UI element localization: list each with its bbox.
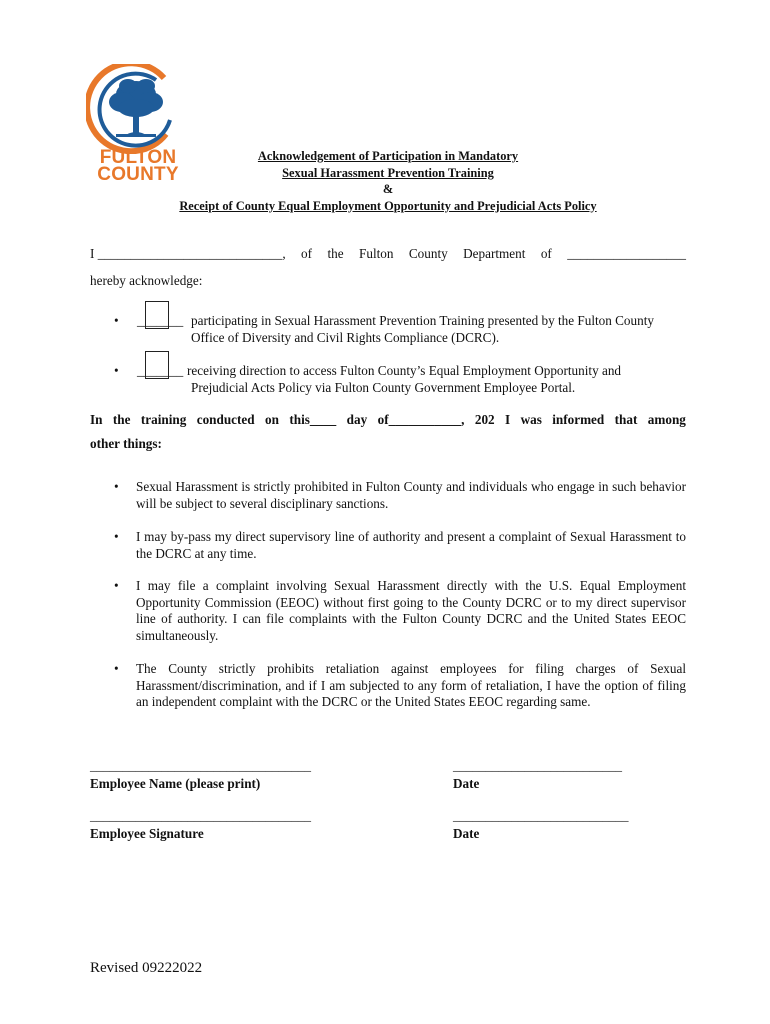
intro-word: Department xyxy=(463,246,526,261)
bullet-icon: • xyxy=(114,363,119,378)
list-item xyxy=(114,529,686,562)
title-line-1: Acknowledgement of Participation in Mandatory xyxy=(257,149,519,163)
checkbox-text-line-1: participating in Sexual Harassment Prevention Training presented by the Fulton County xyxy=(191,313,654,328)
training-word: on xyxy=(265,412,279,427)
date-field-1[interactable]: __________________________ xyxy=(453,758,622,773)
training-word: training xyxy=(140,412,187,427)
training-word: that xyxy=(614,412,638,427)
training-word: In xyxy=(90,412,103,427)
training-checkbox[interactable] xyxy=(145,301,169,329)
intro-word: of xyxy=(301,246,313,261)
acknowledge-text: hereby acknowledge: xyxy=(90,273,203,288)
logo-line-1: FULTON xyxy=(99,147,177,168)
bullet-icon: • xyxy=(114,578,119,593)
name-blank: I ____________________________, xyxy=(90,246,286,261)
intro-word: Fulton xyxy=(359,246,394,261)
list-item-text: The County strictly prohibits retaliation against employees for filing charges of Sexual Harassment/discrimination, and if I am subjected to any form of retaliation, I have the option of filing an independent complaint with the DCRC or the United States EEOC regarding same. xyxy=(136,661,686,709)
training-word: I xyxy=(505,412,511,427)
list-item xyxy=(114,578,686,644)
department-blank: __________________ xyxy=(567,246,686,261)
tree-seal-icon xyxy=(86,64,186,154)
intro-word: County xyxy=(408,246,448,261)
date-field-2[interactable]: ___________________________ xyxy=(453,808,629,823)
training-word: conducted xyxy=(196,412,255,427)
checkbox-blank: _______ xyxy=(137,313,184,328)
bullet-icon: • xyxy=(114,529,119,544)
policy-checkbox[interactable] xyxy=(145,351,169,379)
day-blank: this____ xyxy=(289,412,337,427)
training-word: the xyxy=(112,412,131,427)
revision-note: Revised 09222022 xyxy=(90,960,203,976)
checkbox-text-line-2: Office of Diversity and Civil Rights Compliance (DCRC). xyxy=(191,329,500,345)
title-line-2: Sexual Harassment Prevention Training xyxy=(282,165,494,180)
date-label-1: Date xyxy=(453,776,480,791)
intro-word: of xyxy=(540,246,552,261)
list-item-text: I may by-pass my direct supervisory line of authority and present a complaint of Sexual Harassment to the DCRC at any time. xyxy=(136,529,686,561)
training-word: informed xyxy=(552,412,605,427)
bullet-icon: • xyxy=(114,661,119,676)
title-ampersand: & xyxy=(382,182,394,196)
list-item xyxy=(114,661,686,711)
other-things-label: other things: xyxy=(90,436,162,451)
intro-line xyxy=(90,246,686,263)
title-line-4: Receipt of County Equal Employment Opportunity and Prejudicial Acts Policy xyxy=(179,198,597,213)
checkbox-text-line-2: Prejudicial Acts Policy via Fulton County Government Employee Portal. xyxy=(191,379,576,395)
employee-signature-field[interactable]: __________________________________ xyxy=(90,808,311,823)
training-word: among xyxy=(647,412,686,427)
checkbox-blank: _______ xyxy=(137,363,184,378)
training-statement xyxy=(90,412,686,429)
training-word: day xyxy=(346,412,368,427)
employee-signature-label: Employee Signature xyxy=(90,826,204,841)
year-prefix: 202 xyxy=(474,412,495,427)
bullet-icon: • xyxy=(114,313,119,328)
training-word: was xyxy=(520,412,542,427)
document-title xyxy=(90,148,686,214)
bullet-icon: • xyxy=(114,479,119,494)
intro-word: the xyxy=(327,246,344,261)
list-item-text: I may file a complaint involving Sexual Harassment directly with the U.S. Equal Employment Opportunity Commission (EEOC) without first going to the County DCRC or to my direct supervisor line of authority. I can file complaints with the Fulton County DCRC and the United States EEOC simultaneously. xyxy=(136,578,686,643)
list-item xyxy=(114,479,686,512)
logo-line-2: COUNTY xyxy=(97,164,179,185)
employee-name-label: Employee Name (please print) xyxy=(90,776,261,791)
list-item-text: Sexual Harassment is strictly prohibited in Fulton County and individuals who engage in such behavior will be subject to several disciplinary sanctions. xyxy=(136,479,686,511)
employee-name-field[interactable]: __________________________________ xyxy=(90,758,311,773)
checkbox-text-line-1: receiving direction to access Fulton County’s Equal Employment Opportunity and xyxy=(187,363,622,378)
month-blank: of___________, xyxy=(377,412,465,427)
date-label-2: Date xyxy=(453,826,480,841)
